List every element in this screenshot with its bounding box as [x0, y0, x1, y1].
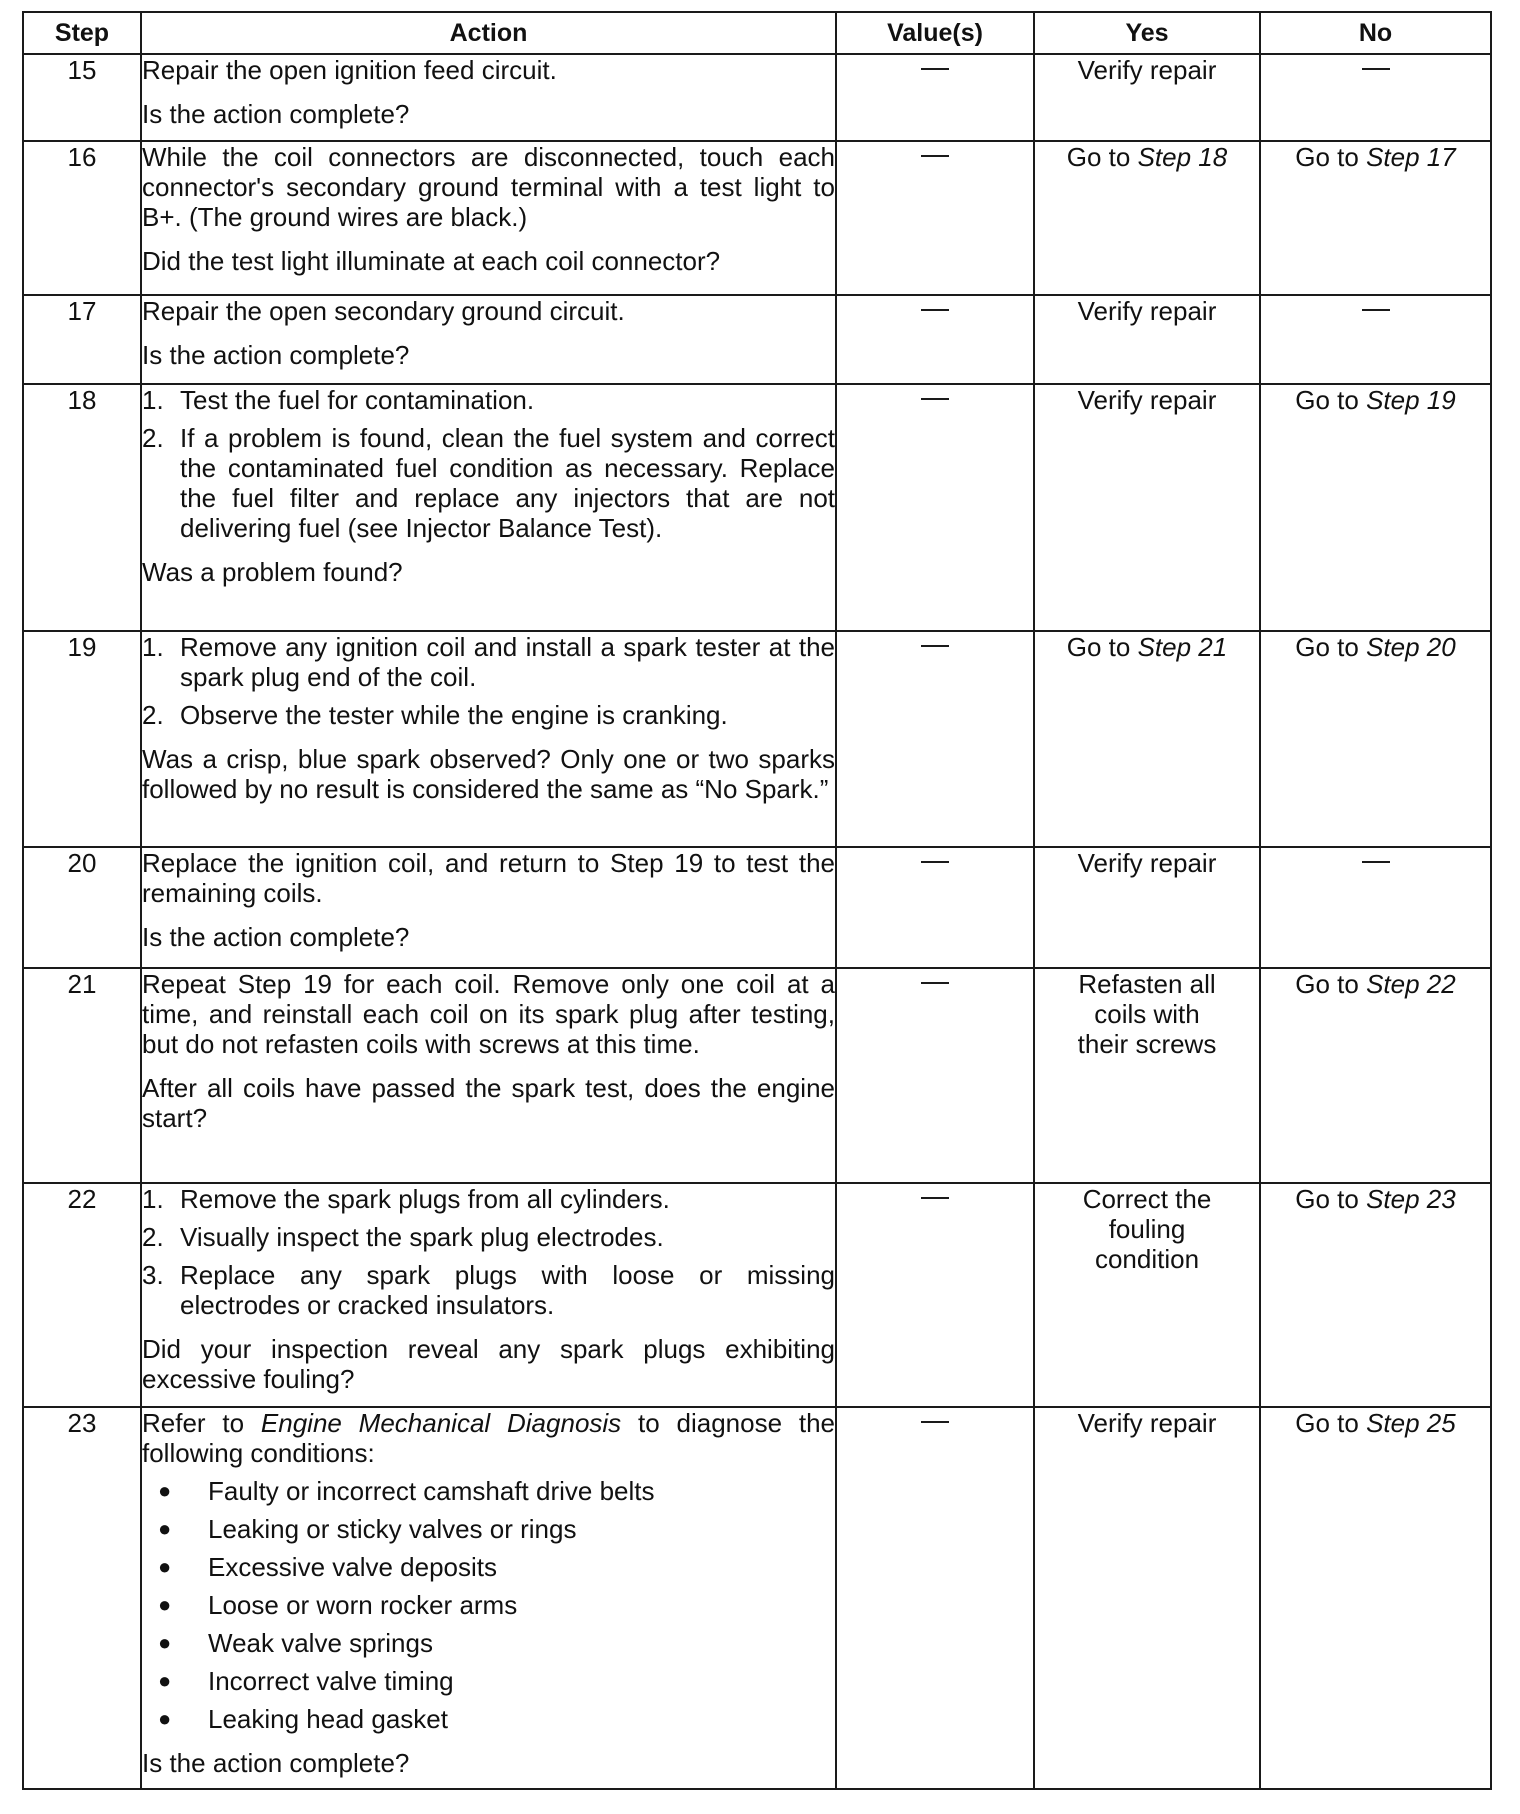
no-cell — [1260, 631, 1491, 847]
no-cell — [1260, 968, 1491, 1183]
header-row — [23, 12, 1491, 54]
no-dash — [1362, 861, 1390, 863]
no-go-to-text: Go to — [1295, 969, 1367, 999]
action-question: Was a problem found? — [142, 557, 403, 587]
value-cell — [836, 1407, 1034, 1789]
action-question: Is the action complete? — [142, 340, 410, 370]
engine-mechanical-diagnosis-ref[interactable]: Engine Mechanical Diagnosis — [260, 1408, 622, 1438]
yes-step-link[interactable]: Step 18 — [1137, 142, 1228, 172]
bullet-item: ● Weak valve springs — [158, 1628, 433, 1658]
value-dash — [921, 645, 949, 647]
step-number: 19 — [23, 631, 141, 847]
action-text: While the coil connectors are disconnected, touch each connector's secondary ground terminal with a test light to B+. (The ground wires are black.) — [142, 142, 835, 232]
header-action: Action — [141, 12, 836, 54]
step-number: 20 — [23, 847, 141, 968]
step-number: 17 — [23, 295, 141, 384]
value-dash — [921, 398, 949, 400]
action-text: Repeat Step 19 for each coil. Remove only one coil at a time, and reinstall each coil on its spark plug after testing, but do not refasten coils with screws at this time. — [142, 969, 835, 1059]
yes-go-to-text: Go to — [1066, 632, 1138, 662]
header-values: Value(s) — [836, 12, 1034, 54]
no-cell — [1260, 141, 1491, 295]
action-question: Is the action complete? — [142, 99, 410, 129]
action-question: Did the test light illuminate at each coil connector? — [142, 246, 721, 276]
step-number: 15 — [23, 54, 141, 141]
header-step: Step — [23, 12, 141, 54]
yes-cell: Verify repair — [1034, 384, 1260, 631]
no-go-to-text: Go to — [1295, 632, 1367, 662]
yes-cell — [1034, 1183, 1260, 1407]
value-dash — [921, 861, 949, 863]
action-cell — [141, 847, 836, 968]
value-cell — [836, 141, 1034, 295]
yes-line: Refasten all — [1078, 969, 1216, 999]
table-row — [23, 295, 1491, 384]
bullet-item: ● Faulty or incorrect camshaft drive belts — [158, 1476, 655, 1506]
action-question: Is the action complete? — [142, 1748, 410, 1778]
no-dash — [1362, 68, 1390, 70]
numbered-item: 2. If a problem is found, clean the fuel system and correct the contaminated fuel condition as necessary. Replace the fuel filter and replace any injectors that are not delivering fuel (see Injector Balance Test). — [142, 423, 835, 543]
table-row — [23, 968, 1491, 1183]
no-step-link[interactable]: Step 20 — [1366, 632, 1456, 662]
action-cell — [141, 141, 836, 295]
yes-cell — [1034, 631, 1260, 847]
value-dash — [921, 68, 949, 70]
value-cell — [836, 631, 1034, 847]
action-text: Replace the ignition coil, and return to Step 19 to test the remaining coils. — [142, 848, 835, 908]
bullet-item: ● Loose or worn rocker arms — [158, 1590, 518, 1620]
step-number: 16 — [23, 141, 141, 295]
no-cell — [1260, 847, 1491, 968]
table-row — [23, 141, 1491, 295]
table-row — [23, 631, 1491, 847]
action-cell — [141, 54, 836, 141]
numbered-item: 1. Remove the spark plugs from all cylinders. — [142, 1184, 670, 1214]
no-step-link[interactable]: Step 22 — [1366, 969, 1456, 999]
diagnostic-table-page — [22, 11, 1490, 1790]
yes-line: condition — [1094, 1244, 1200, 1274]
action-question: Did your inspection reveal any spark plugs exhibiting excessive fouling? — [142, 1334, 835, 1394]
action-cell — [141, 295, 836, 384]
bullet-item: ● Incorrect valve timing — [158, 1666, 454, 1696]
step-number: 22 — [23, 1183, 141, 1407]
action-cell — [141, 1407, 836, 1789]
table-row — [23, 1407, 1491, 1789]
numbered-item: 3. Replace any spark plugs with loose or missing electrodes or cracked insulators. — [142, 1260, 835, 1320]
value-cell — [836, 1183, 1034, 1407]
action-text: Repair the open ignition feed circuit. — [142, 55, 557, 85]
step-number: 21 — [23, 968, 141, 1183]
header-no: No — [1260, 12, 1491, 54]
table-row — [23, 847, 1491, 968]
yes-line: their screws — [1077, 1029, 1217, 1059]
no-step-link[interactable]: Step 25 — [1366, 1408, 1456, 1438]
no-go-to-text: Go to — [1295, 385, 1367, 415]
no-cell — [1260, 54, 1491, 141]
value-cell — [836, 54, 1034, 141]
action-question: Was a crisp, blue spark observed? Only one or two sparks followed by no result is considered the same as “No Spark.” — [142, 744, 835, 804]
action-question: Is the action complete? — [142, 922, 410, 952]
header-yes: Yes — [1034, 12, 1260, 54]
value-dash — [921, 982, 949, 984]
yes-cell — [1034, 968, 1260, 1183]
numbered-item: 1. Remove any ignition coil and install a spark tester at the spark plug end of the coil. — [142, 632, 835, 692]
no-go-to-text: Go to — [1295, 142, 1367, 172]
value-dash — [921, 309, 949, 311]
no-step-link[interactable]: Step 19 — [1366, 385, 1456, 415]
yes-cell: Verify repair — [1034, 54, 1260, 141]
action-cell — [141, 631, 836, 847]
value-cell — [836, 847, 1034, 968]
yes-line: Correct the — [1082, 1184, 1212, 1214]
no-go-to-text: Go to — [1295, 1408, 1367, 1438]
action-cell — [141, 1183, 836, 1407]
yes-line: fouling — [1108, 1214, 1186, 1244]
table-row — [23, 54, 1491, 141]
yes-cell: Verify repair — [1034, 295, 1260, 384]
action-question: After all coils have passed the spark test, does the engine start? — [142, 1073, 835, 1133]
numbered-item: 1. Test the fuel for contamination. — [142, 385, 535, 415]
step-number: 23 — [23, 1407, 141, 1789]
no-go-to-text: Go to — [1295, 1184, 1367, 1214]
bullet-item: ● Leaking head gasket — [158, 1704, 448, 1734]
yes-step-link[interactable]: Step 21 — [1137, 632, 1228, 662]
yes-cell — [1034, 141, 1260, 295]
bullet-item: ● Leaking or sticky valves or rings — [158, 1514, 577, 1544]
numbered-item: 2. Observe the tester while the engine is cranking. — [142, 700, 728, 730]
yes-cell: Verify repair — [1034, 1407, 1260, 1789]
table-row — [23, 384, 1491, 631]
action-intro: Refer to Engine Mechanical Diagnosis to diagnose the following conditions: — [142, 1408, 835, 1468]
bullet-item: ● Excessive valve deposits — [158, 1552, 498, 1582]
action-cell — [141, 384, 836, 631]
yes-line: coils with — [1094, 999, 1200, 1029]
no-dash — [1362, 309, 1390, 311]
value-dash — [921, 1197, 949, 1199]
action-cell — [141, 968, 836, 1183]
diagnostic-table — [22, 11, 1492, 1790]
value-dash — [921, 155, 949, 157]
no-step-link[interactable]: Step 23 — [1366, 1184, 1456, 1214]
yes-cell: Verify repair — [1034, 847, 1260, 968]
action-text: Repair the open secondary ground circuit. — [142, 296, 625, 326]
value-cell — [836, 968, 1034, 1183]
step-number: 18 — [23, 384, 141, 631]
no-cell — [1260, 1407, 1491, 1789]
table-row — [23, 1183, 1491, 1407]
numbered-item: 2. Visually inspect the spark plug electrodes. — [142, 1222, 664, 1252]
no-cell — [1260, 1183, 1491, 1407]
no-cell — [1260, 295, 1491, 384]
no-step-link[interactable]: Step 17 — [1366, 142, 1456, 172]
yes-go-to-text: Go to — [1066, 142, 1138, 172]
value-cell — [836, 295, 1034, 384]
value-dash — [921, 1421, 949, 1423]
no-cell — [1260, 384, 1491, 631]
value-cell — [836, 384, 1034, 631]
